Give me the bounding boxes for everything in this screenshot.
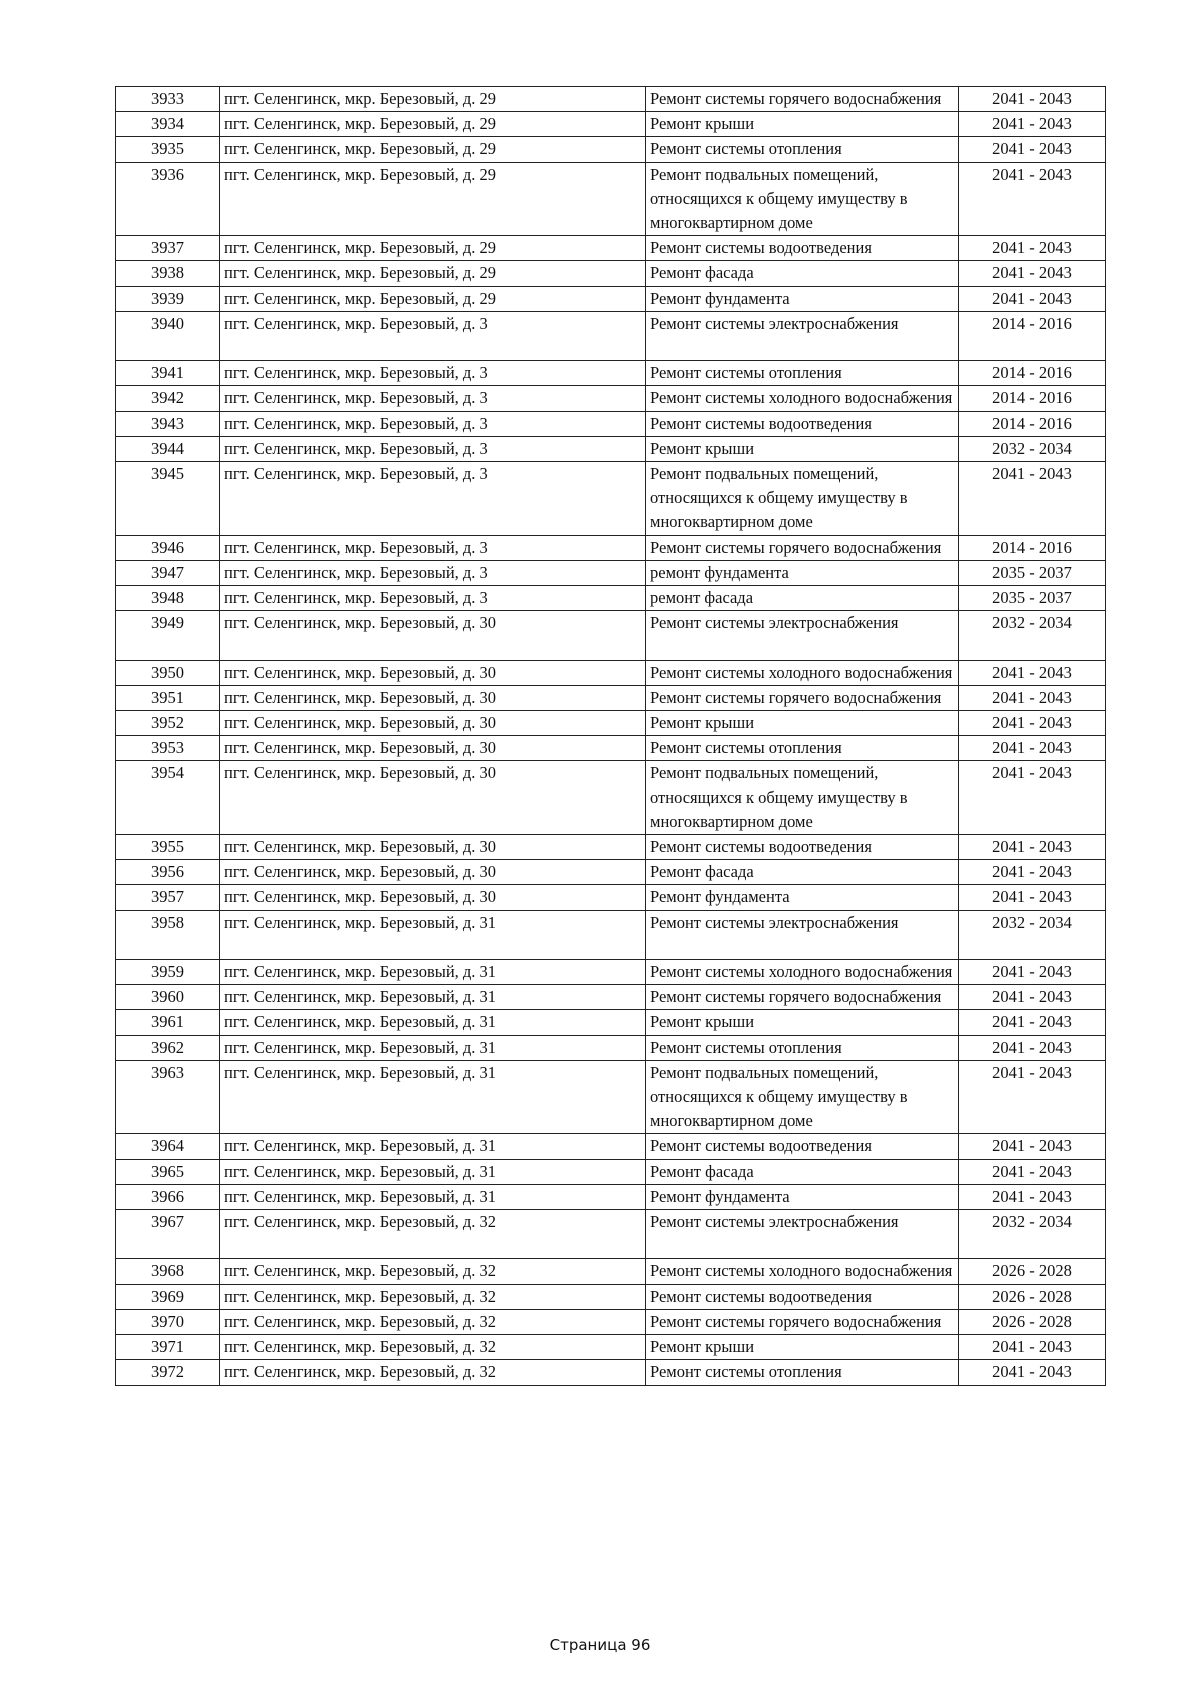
- row-period: 2041 - 2043: [959, 1159, 1106, 1184]
- row-address: пгт. Селенгинск, мкр. Березовый, д. 32: [220, 1284, 646, 1309]
- table-row: [116, 162, 1106, 236]
- row-period: 2041 - 2043: [959, 1360, 1106, 1385]
- table-body: [116, 87, 1106, 1386]
- row-work-type: Ремонт подвальных помещений, относящихся к общему имуществу в многоквартирном доме: [646, 761, 959, 835]
- row-work-type: Ремонт системы водоотведения: [646, 1134, 959, 1159]
- row-address: пгт. Селенгинск, мкр. Березовый, д. 29: [220, 112, 646, 137]
- row-work-type: Ремонт крыши: [646, 1010, 959, 1035]
- row-period: 2041 - 2043: [959, 112, 1106, 137]
- row-address: пгт. Селенгинск, мкр. Березовый, д. 32: [220, 1360, 646, 1385]
- row-work-type: Ремонт крыши: [646, 1335, 959, 1360]
- table-row: [116, 286, 1106, 311]
- row-period: 2041 - 2043: [959, 1184, 1106, 1209]
- row-work-type: Ремонт системы горячего водоснабжения: [646, 87, 959, 112]
- row-work-type: Ремонт фасада: [646, 261, 959, 286]
- row-period: 2041 - 2043: [959, 761, 1106, 835]
- row-number: 3968: [116, 1259, 220, 1284]
- row-number: 3947: [116, 560, 220, 585]
- row-address: пгт. Селенгинск, мкр. Березовый, д. 30: [220, 885, 646, 910]
- row-work-type: Ремонт системы электроснабжения: [646, 611, 959, 660]
- row-address: пгт. Селенгинск, мкр. Березовый, д. 31: [220, 960, 646, 985]
- row-address: пгт. Селенгинск, мкр. Березовый, д. 32: [220, 1335, 646, 1360]
- row-address: пгт. Селенгинск, мкр. Березовый, д. 3: [220, 386, 646, 411]
- row-period: 2026 - 2028: [959, 1284, 1106, 1309]
- table-row: [116, 1010, 1106, 1035]
- row-address: пгт. Селенгинск, мкр. Березовый, д. 31: [220, 985, 646, 1010]
- row-work-type: Ремонт системы горячего водоснабжения: [646, 535, 959, 560]
- row-number: 3966: [116, 1184, 220, 1209]
- row-number: 3955: [116, 835, 220, 860]
- row-number: 3949: [116, 611, 220, 660]
- row-period: 2032 - 2034: [959, 611, 1106, 660]
- row-number: 3967: [116, 1210, 220, 1259]
- row-number: 3946: [116, 535, 220, 560]
- row-period: 2041 - 2043: [959, 860, 1106, 885]
- table-row: [116, 1309, 1106, 1334]
- row-number: 3972: [116, 1360, 220, 1385]
- table-row: [116, 112, 1106, 137]
- row-address: пгт. Селенгинск, мкр. Березовый, д. 29: [220, 87, 646, 112]
- table-row: [116, 910, 1106, 959]
- row-address: пгт. Селенгинск, мкр. Березовый, д. 3: [220, 436, 646, 461]
- row-work-type: ремонт фасада: [646, 586, 959, 611]
- row-period: 2014 - 2016: [959, 386, 1106, 411]
- row-period: 2041 - 2043: [959, 1060, 1106, 1134]
- row-number: 3962: [116, 1035, 220, 1060]
- row-period: 2041 - 2043: [959, 462, 1106, 536]
- row-work-type: Ремонт фундамента: [646, 885, 959, 910]
- row-address: пгт. Селенгинск, мкр. Березовый, д. 30: [220, 711, 646, 736]
- row-work-type: Ремонт системы отопления: [646, 736, 959, 761]
- table-row: [116, 860, 1106, 885]
- row-address: пгт. Селенгинск, мкр. Березовый, д. 31: [220, 910, 646, 959]
- table-row: [116, 1134, 1106, 1159]
- table-row: [116, 685, 1106, 710]
- row-number: 3957: [116, 885, 220, 910]
- row-work-type: Ремонт системы отопления: [646, 137, 959, 162]
- table-row: [116, 311, 1106, 360]
- row-period: 2041 - 2043: [959, 835, 1106, 860]
- row-number: 3953: [116, 736, 220, 761]
- row-number: 3965: [116, 1159, 220, 1184]
- row-period: 2041 - 2043: [959, 261, 1106, 286]
- table-row: [116, 960, 1106, 985]
- row-work-type: Ремонт системы горячего водоснабжения: [646, 985, 959, 1010]
- row-work-type: Ремонт системы электроснабжения: [646, 311, 959, 360]
- row-number: 3935: [116, 137, 220, 162]
- row-period: 2032 - 2034: [959, 436, 1106, 461]
- row-work-type: Ремонт системы водоотведения: [646, 236, 959, 261]
- row-work-type: Ремонт крыши: [646, 112, 959, 137]
- row-number: 3969: [116, 1284, 220, 1309]
- row-number: 3934: [116, 112, 220, 137]
- row-number: 3961: [116, 1010, 220, 1035]
- row-address: пгт. Селенгинск, мкр. Березовый, д. 31: [220, 1184, 646, 1209]
- row-number: 3948: [116, 586, 220, 611]
- row-work-type: Ремонт фундамента: [646, 1184, 959, 1209]
- row-period: 2014 - 2016: [959, 535, 1106, 560]
- row-address: пгт. Селенгинск, мкр. Березовый, д. 31: [220, 1035, 646, 1060]
- row-address: пгт. Селенгинск, мкр. Березовый, д. 3: [220, 560, 646, 585]
- row-period: 2041 - 2043: [959, 1035, 1106, 1060]
- row-address: пгт. Селенгинск, мкр. Березовый, д. 30: [220, 736, 646, 761]
- table-row: [116, 736, 1106, 761]
- row-period: 2041 - 2043: [959, 960, 1106, 985]
- table-row: [116, 236, 1106, 261]
- row-work-type: Ремонт системы электроснабжения: [646, 1210, 959, 1259]
- row-work-type: Ремонт подвальных помещений, относящихся к общему имуществу в многоквартирном доме: [646, 1060, 959, 1134]
- row-period: 2041 - 2043: [959, 1010, 1106, 1035]
- row-address: пгт. Селенгинск, мкр. Березовый, д. 30: [220, 835, 646, 860]
- row-address: пгт. Селенгинск, мкр. Березовый, д. 31: [220, 1060, 646, 1134]
- row-period: 2041 - 2043: [959, 236, 1106, 261]
- row-period: 2041 - 2043: [959, 137, 1106, 162]
- row-number: 3937: [116, 236, 220, 261]
- table-row: [116, 835, 1106, 860]
- row-number: 3971: [116, 1335, 220, 1360]
- row-work-type: Ремонт системы отопления: [646, 1035, 959, 1060]
- row-period: 2041 - 2043: [959, 162, 1106, 236]
- row-number: 3943: [116, 411, 220, 436]
- table-row: [116, 711, 1106, 736]
- row-period: 2041 - 2043: [959, 885, 1106, 910]
- row-address: пгт. Селенгинск, мкр. Березовый, д. 29: [220, 162, 646, 236]
- row-address: пгт. Селенгинск, мкр. Березовый, д. 3: [220, 462, 646, 536]
- row-number: 3958: [116, 910, 220, 959]
- row-number: 3941: [116, 361, 220, 386]
- table-row: [116, 1210, 1106, 1259]
- row-period: 2041 - 2043: [959, 87, 1106, 112]
- row-address: пгт. Селенгинск, мкр. Березовый, д. 30: [220, 685, 646, 710]
- row-address: пгт. Селенгинск, мкр. Березовый, д. 3: [220, 411, 646, 436]
- row-number: 3970: [116, 1309, 220, 1334]
- row-period: 2041 - 2043: [959, 286, 1106, 311]
- row-work-type: Ремонт фасада: [646, 1159, 959, 1184]
- row-address: пгт. Селенгинск, мкр. Березовый, д. 32: [220, 1259, 646, 1284]
- row-address: пгт. Селенгинск, мкр. Березовый, д. 30: [220, 761, 646, 835]
- row-period: 2041 - 2043: [959, 1335, 1106, 1360]
- row-work-type: Ремонт системы отопления: [646, 1360, 959, 1385]
- row-work-type: Ремонт системы холодного водоснабжения: [646, 1259, 959, 1284]
- table-row: [116, 261, 1106, 286]
- row-work-type: Ремонт системы водоотведения: [646, 1284, 959, 1309]
- row-address: пгт. Селенгинск, мкр. Березовый, д. 31: [220, 1010, 646, 1035]
- row-number: 3942: [116, 386, 220, 411]
- row-period: 2032 - 2034: [959, 1210, 1106, 1259]
- table-row: [116, 761, 1106, 835]
- row-work-type: Ремонт крыши: [646, 711, 959, 736]
- row-number: 3951: [116, 685, 220, 710]
- row-number: 3954: [116, 761, 220, 835]
- row-period: 2014 - 2016: [959, 411, 1106, 436]
- row-period: 2035 - 2037: [959, 586, 1106, 611]
- row-work-type: Ремонт системы водоотведения: [646, 835, 959, 860]
- row-work-type: Ремонт системы отопления: [646, 361, 959, 386]
- row-period: 2041 - 2043: [959, 985, 1106, 1010]
- table-row: [116, 1335, 1106, 1360]
- row-work-type: Ремонт системы водоотведения: [646, 411, 959, 436]
- table-row: [116, 885, 1106, 910]
- table-row: [116, 985, 1106, 1010]
- row-period: 2041 - 2043: [959, 736, 1106, 761]
- row-number: 3933: [116, 87, 220, 112]
- row-period: 2035 - 2037: [959, 560, 1106, 585]
- row-address: пгт. Селенгинск, мкр. Березовый, д. 29: [220, 236, 646, 261]
- row-address: пгт. Селенгинск, мкр. Березовый, д. 31: [220, 1134, 646, 1159]
- row-period: 2041 - 2043: [959, 1134, 1106, 1159]
- repair-schedule-table: [115, 86, 1106, 1386]
- row-address: пгт. Селенгинск, мкр. Березовый, д. 29: [220, 261, 646, 286]
- row-number: 3959: [116, 960, 220, 985]
- row-work-type: Ремонт крыши: [646, 436, 959, 461]
- row-number: 3960: [116, 985, 220, 1010]
- row-address: пгт. Селенгинск, мкр. Березовый, д. 29: [220, 286, 646, 311]
- row-address: пгт. Селенгинск, мкр. Березовый, д. 30: [220, 660, 646, 685]
- row-number: 3944: [116, 436, 220, 461]
- table-row: [116, 386, 1106, 411]
- table-row: [116, 1259, 1106, 1284]
- row-period: 2026 - 2028: [959, 1259, 1106, 1284]
- row-work-type: Ремонт системы холодного водоснабжения: [646, 660, 959, 685]
- table-row: [116, 1159, 1106, 1184]
- table-row: [116, 361, 1106, 386]
- row-work-type: Ремонт фундамента: [646, 286, 959, 311]
- row-address: пгт. Селенгинск, мкр. Березовый, д. 30: [220, 611, 646, 660]
- row-number: 3964: [116, 1134, 220, 1159]
- row-work-type: ремонт фундамента: [646, 560, 959, 585]
- row-number: 3939: [116, 286, 220, 311]
- table-row: [116, 1060, 1106, 1134]
- table-row: [116, 1035, 1106, 1060]
- row-period: 2014 - 2016: [959, 361, 1106, 386]
- row-period: 2041 - 2043: [959, 711, 1106, 736]
- row-period: 2014 - 2016: [959, 311, 1106, 360]
- table-row: [116, 411, 1106, 436]
- row-work-type: Ремонт системы горячего водоснабжения: [646, 1309, 959, 1334]
- row-work-type: Ремонт системы холодного водоснабжения: [646, 386, 959, 411]
- row-address: пгт. Селенгинск, мкр. Березовый, д. 3: [220, 535, 646, 560]
- row-work-type: Ремонт фасада: [646, 860, 959, 885]
- row-work-type: Ремонт системы горячего водоснабжения: [646, 685, 959, 710]
- table-row: [116, 586, 1106, 611]
- row-period: 2026 - 2028: [959, 1309, 1106, 1334]
- row-period: 2041 - 2043: [959, 660, 1106, 685]
- row-address: пгт. Селенгинск, мкр. Березовый, д. 3: [220, 586, 646, 611]
- row-number: 3963: [116, 1060, 220, 1134]
- row-number: 3945: [116, 462, 220, 536]
- table-row: [116, 462, 1106, 536]
- row-address: пгт. Селенгинск, мкр. Березовый, д. 32: [220, 1210, 646, 1259]
- row-number: 3936: [116, 162, 220, 236]
- row-address: пгт. Селенгинск, мкр. Березовый, д. 32: [220, 1309, 646, 1334]
- table-row: [116, 436, 1106, 461]
- row-address: пгт. Селенгинск, мкр. Березовый, д. 3: [220, 361, 646, 386]
- row-work-type: Ремонт системы электроснабжения: [646, 910, 959, 959]
- table-row: [116, 535, 1106, 560]
- table-row: [116, 1184, 1106, 1209]
- row-number: 3956: [116, 860, 220, 885]
- table-row: [116, 660, 1106, 685]
- row-work-type: Ремонт подвальных помещений, относящихся к общему имуществу в многоквартирном доме: [646, 462, 959, 536]
- row-number: 3940: [116, 311, 220, 360]
- table-row: [116, 611, 1106, 660]
- table-row: [116, 1360, 1106, 1385]
- row-work-type: Ремонт системы холодного водоснабжения: [646, 960, 959, 985]
- row-number: 3950: [116, 660, 220, 685]
- row-period: 2032 - 2034: [959, 910, 1106, 959]
- table-row: [116, 87, 1106, 112]
- row-address: пгт. Селенгинск, мкр. Березовый, д. 30: [220, 860, 646, 885]
- row-address: пгт. Селенгинск, мкр. Березовый, д. 29: [220, 137, 646, 162]
- page-number: Страница 96: [549, 1636, 651, 1654]
- row-address: пгт. Селенгинск, мкр. Березовый, д. 3: [220, 311, 646, 360]
- table-row: [116, 560, 1106, 585]
- table-row: [116, 1284, 1106, 1309]
- row-address: пгт. Селенгинск, мкр. Березовый, д. 31: [220, 1159, 646, 1184]
- row-number: 3952: [116, 711, 220, 736]
- row-work-type: Ремонт подвальных помещений, относящихся к общему имуществу в многоквартирном доме: [646, 162, 959, 236]
- table-row: [116, 137, 1106, 162]
- row-number: 3938: [116, 261, 220, 286]
- row-period: 2041 - 2043: [959, 685, 1106, 710]
